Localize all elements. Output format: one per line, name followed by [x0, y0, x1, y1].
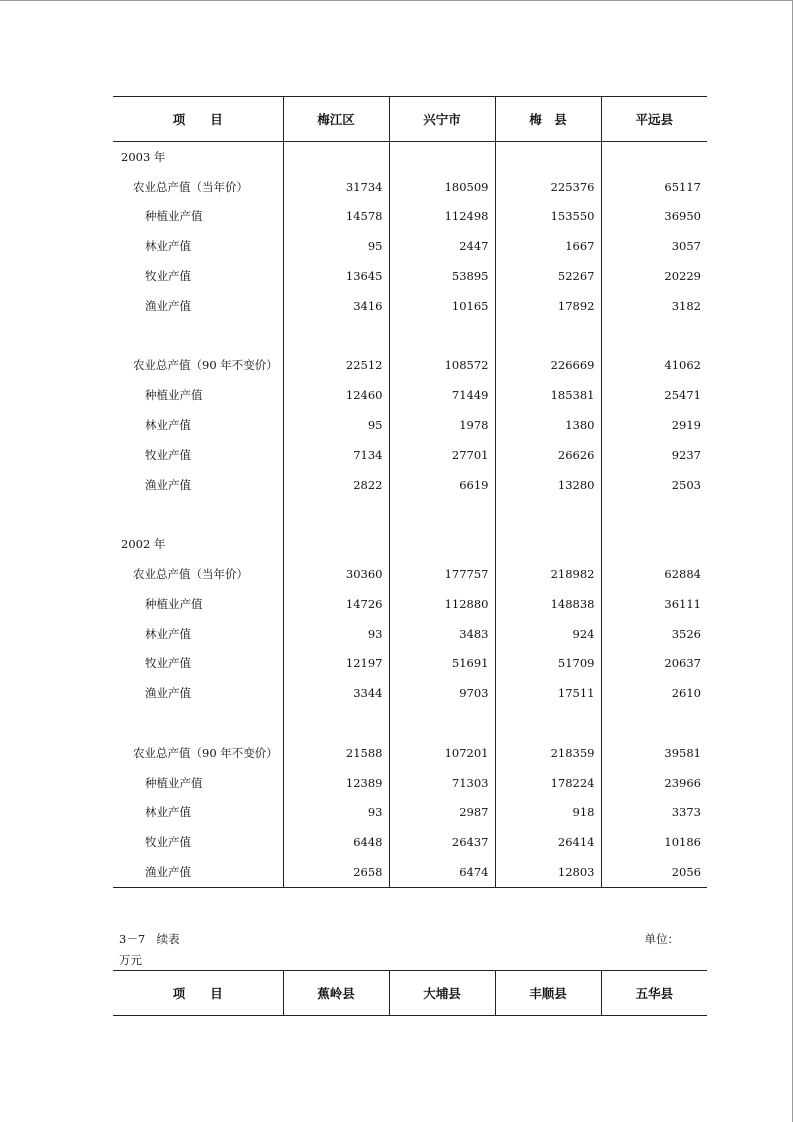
table-cell: 6619	[389, 470, 495, 500]
table-cell: 2822	[283, 470, 389, 500]
table-row	[113, 857, 707, 887]
header-pingyuan: 平远县	[601, 97, 707, 142]
row-label: 农业总产值（当年价）	[133, 567, 248, 582]
table-cell: 108572	[389, 351, 495, 381]
table-body	[113, 142, 707, 888]
row-label	[113, 321, 283, 351]
header-dabu: 大埔县	[389, 971, 495, 1016]
row-label: 林业产值	[145, 239, 191, 254]
table-cell: 178224	[495, 768, 601, 798]
table-cell: 218359	[495, 738, 601, 768]
table-cell: 17511	[495, 678, 601, 708]
table-cell: 2056	[601, 857, 707, 887]
table-cell: 53895	[389, 261, 495, 291]
caption-unit-value: 万元	[119, 953, 142, 967]
table-cell: 26414	[495, 827, 601, 857]
table-cell: 22512	[283, 351, 389, 381]
table-row	[113, 261, 707, 291]
header-wuhua: 五华县	[601, 971, 707, 1016]
table-cell	[601, 142, 707, 172]
table-cell: 6474	[389, 857, 495, 887]
table-cell	[389, 142, 495, 172]
table-cell: 3416	[283, 291, 389, 321]
table-cell: 26626	[495, 440, 601, 470]
table-row	[113, 351, 707, 381]
table-cell: 93	[283, 798, 389, 828]
row-label: 牧业产值	[145, 656, 191, 671]
table-row	[113, 827, 707, 857]
table-cell: 95	[283, 410, 389, 440]
table-cell: 20637	[601, 649, 707, 679]
table-cell: 25471	[601, 380, 707, 410]
table-cell: 12460	[283, 380, 389, 410]
table-cell: 62884	[601, 559, 707, 589]
table-cell: 2503	[601, 470, 707, 500]
header-item: 项 目	[113, 97, 283, 142]
table-cell	[495, 500, 601, 530]
row-label: 种植业产值	[145, 388, 203, 403]
table-cell: 93	[283, 619, 389, 649]
table-cell: 36111	[601, 589, 707, 619]
table-cell	[495, 529, 601, 559]
table-cell: 20229	[601, 261, 707, 291]
table-cell: 17892	[495, 291, 601, 321]
table-cell: 13645	[283, 261, 389, 291]
table-cell: 2987	[389, 798, 495, 828]
row-label: 牧业产值	[145, 835, 191, 850]
table-row	[113, 291, 707, 321]
table-cell: 2447	[389, 231, 495, 261]
table-row	[113, 589, 707, 619]
table-cell: 1667	[495, 231, 601, 261]
table-cell: 71449	[389, 380, 495, 410]
table-cell: 177757	[389, 559, 495, 589]
table-row	[113, 619, 707, 649]
table-header-row	[113, 971, 707, 1016]
table-cell: 9703	[389, 678, 495, 708]
table-cell	[495, 321, 601, 351]
table-cell: 3057	[601, 231, 707, 261]
row-label: 种植业产值	[145, 209, 203, 224]
table-row	[113, 500, 707, 530]
table-cell: 14726	[283, 589, 389, 619]
table-cell: 12197	[283, 649, 389, 679]
table-cell: 10165	[389, 291, 495, 321]
caption-title: 3－7 续表	[119, 932, 180, 946]
table-row	[113, 231, 707, 261]
table-row	[113, 202, 707, 232]
table-cell: 51709	[495, 649, 601, 679]
table-row	[113, 649, 707, 679]
table-cell	[389, 321, 495, 351]
row-label: 渔业产值	[145, 477, 191, 492]
table-cell: 148838	[495, 589, 601, 619]
table-cell: 2610	[601, 678, 707, 708]
row-label: 种植业产值	[145, 596, 203, 611]
header-meijiang: 梅江区	[283, 97, 389, 142]
table-cell: 52267	[495, 261, 601, 291]
table-row	[113, 410, 707, 440]
table-cell: 12389	[283, 768, 389, 798]
table-cell: 924	[495, 619, 601, 649]
table-cell: 36950	[601, 202, 707, 232]
row-label: 2003 年	[121, 149, 166, 164]
table-cell: 112880	[389, 589, 495, 619]
table-row	[113, 380, 707, 410]
agri-output-table	[113, 96, 707, 888]
table-cell: 918	[495, 798, 601, 828]
table-cell: 3344	[283, 678, 389, 708]
table-cell	[283, 529, 389, 559]
table-row	[113, 798, 707, 828]
table-cell: 95	[283, 231, 389, 261]
table-row	[113, 708, 707, 738]
table-cell	[601, 321, 707, 351]
table-cell: 13280	[495, 470, 601, 500]
table-cell: 9237	[601, 440, 707, 470]
row-label: 林业产值	[145, 626, 191, 641]
table-row	[113, 559, 707, 589]
header-item: 项 目	[113, 971, 283, 1016]
table-cell	[601, 500, 707, 530]
table-cell: 30360	[283, 559, 389, 589]
table-cell: 107201	[389, 738, 495, 768]
table-cell: 1380	[495, 410, 601, 440]
table-cell: 225376	[495, 172, 601, 202]
table-cell	[601, 708, 707, 738]
table-cell: 3182	[601, 291, 707, 321]
row-label	[113, 708, 283, 738]
row-label: 渔业产值	[113, 857, 283, 887]
table-row	[113, 529, 707, 559]
table-cell: 26437	[389, 827, 495, 857]
row-label: 牧业产值	[145, 447, 191, 462]
table-cell: 226669	[495, 351, 601, 381]
row-label: 种植业产值	[145, 775, 203, 790]
table-cell: 2919	[601, 410, 707, 440]
row-label: 农业总产值（90 年不变价）	[133, 745, 278, 760]
table-cell	[283, 142, 389, 172]
table-cell	[495, 708, 601, 738]
table-cell	[283, 708, 389, 738]
table-cell: 185381	[495, 380, 601, 410]
table-cell: 3373	[601, 798, 707, 828]
table-cell: 2658	[283, 857, 389, 887]
row-label: 牧业产值	[145, 269, 191, 284]
table-header-row	[113, 97, 707, 142]
table-cell	[495, 142, 601, 172]
table-caption	[119, 931, 679, 949]
row-label: 林业产值	[145, 805, 191, 820]
table-cell: 1978	[389, 410, 495, 440]
table-cell	[283, 321, 389, 351]
row-label	[113, 500, 283, 530]
table-cell: 12803	[495, 857, 601, 887]
table-cell: 21588	[283, 738, 389, 768]
table-cell	[283, 500, 389, 530]
table-cell: 41062	[601, 351, 707, 381]
table-cell: 112498	[389, 202, 495, 232]
table-cell: 14578	[283, 202, 389, 232]
table-row	[113, 321, 707, 351]
row-label: 农业总产值（当年价）	[133, 179, 248, 194]
table-cell: 10186	[601, 827, 707, 857]
table-row	[113, 678, 707, 708]
table-row	[113, 738, 707, 768]
table-row	[113, 768, 707, 798]
table-cell: 51691	[389, 649, 495, 679]
table-cell	[389, 529, 495, 559]
row-label: 2002 年	[121, 537, 166, 552]
table-cell: 180509	[389, 172, 495, 202]
header-xingning: 兴宁市	[389, 97, 495, 142]
header-jiaoling: 蕉岭县	[283, 971, 389, 1016]
table-row	[113, 470, 707, 500]
table-cell: 6448	[283, 827, 389, 857]
table-cell	[389, 500, 495, 530]
caption-unit-label: 单位：	[644, 932, 679, 946]
table-row	[113, 172, 707, 202]
table-row	[113, 440, 707, 470]
table-cell: 39581	[601, 738, 707, 768]
table-cell: 218982	[495, 559, 601, 589]
row-label: 渔业产值	[145, 686, 191, 701]
table-cell: 23966	[601, 768, 707, 798]
table-cell: 153550	[495, 202, 601, 232]
table-cell: 31734	[283, 172, 389, 202]
header-fengshun: 丰顺县	[495, 971, 601, 1016]
agri-output-table-continued	[113, 970, 707, 1016]
table-cell: 3483	[389, 619, 495, 649]
table-row	[113, 142, 707, 172]
table-cell: 3526	[601, 619, 707, 649]
row-label: 渔业产值	[145, 298, 191, 313]
row-label: 林业产值	[145, 418, 191, 433]
header-meixian: 梅 县	[495, 97, 601, 142]
table-cell: 27701	[389, 440, 495, 470]
table-cell	[601, 529, 707, 559]
table-cell	[389, 708, 495, 738]
table-cell: 71303	[389, 768, 495, 798]
table-cell: 65117	[601, 172, 707, 202]
row-label: 农业总产值（90 年不变价）	[133, 358, 278, 373]
table-cell: 7134	[283, 440, 389, 470]
